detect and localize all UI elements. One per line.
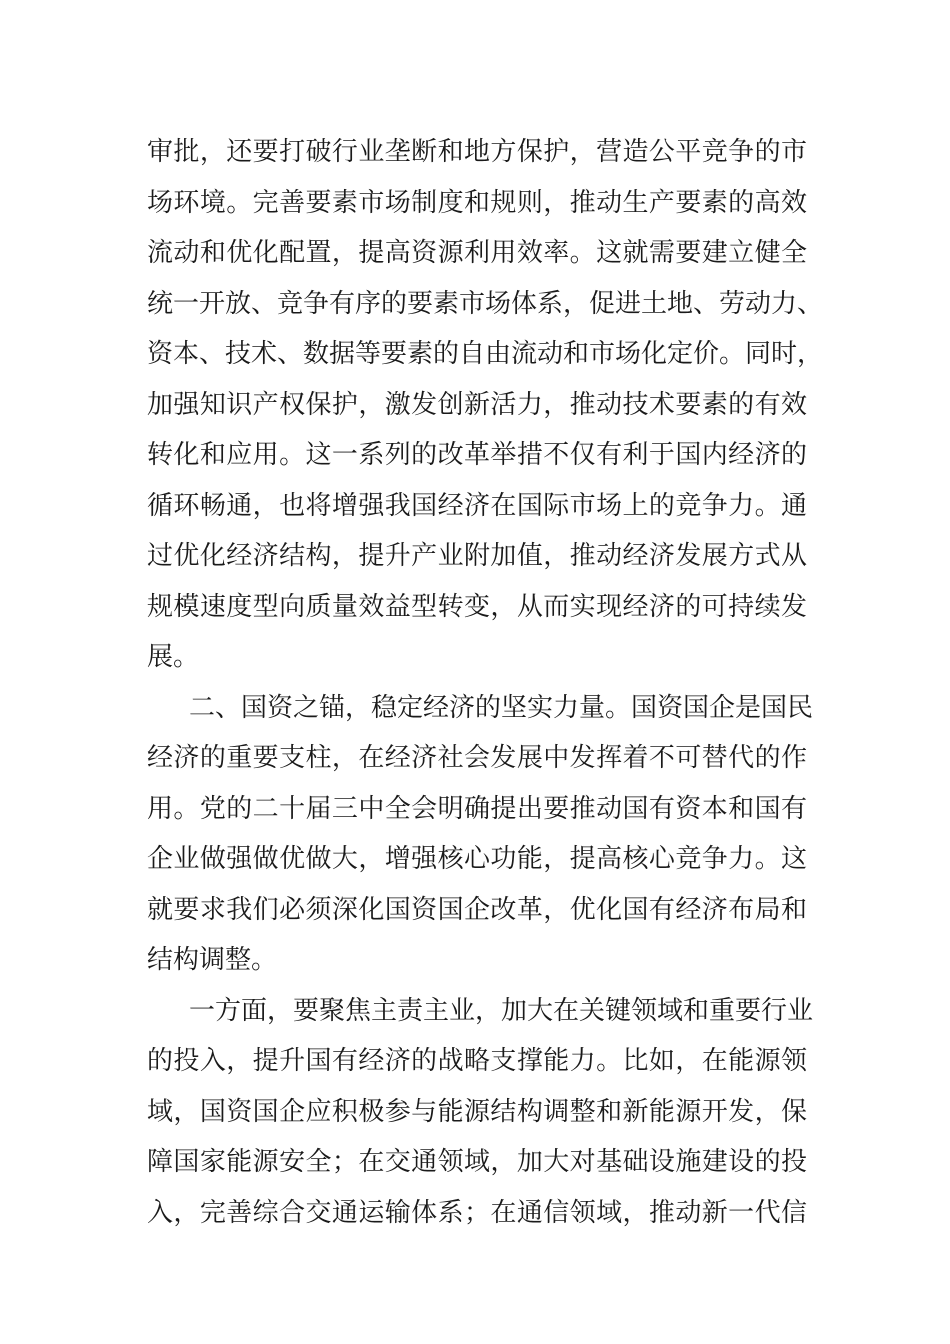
text-line: 一方面，要聚焦主责主业，加大在关键领域和重要行业 <box>189 995 814 1026</box>
text-line: 过优化经济结构，提升产业附加值，推动经济发展方式从 <box>147 541 807 571</box>
body-text <box>147 127 824 1238</box>
paragraph <box>147 127 824 683</box>
text-line: 加强知识产权保护，激发创新活力，推动技术要素的有效 <box>147 389 807 420</box>
text-line: 经济的重要支柱，在经济社会发展中发挥着不可替代的作 <box>147 743 807 773</box>
text-line: 结构调整。 <box>147 945 278 975</box>
text-line: 转化和应用。这一系列的改革举措不仅有利于国内经济的 <box>147 440 807 470</box>
paragraph <box>147 683 814 986</box>
text-line: 资本、技术、数据等要素的自由流动和市场化定价。同时， <box>147 339 824 369</box>
text-line: 就要求我们必须深化国资国企改革，优化国有经济布局和 <box>147 894 807 925</box>
text-line: 展。 <box>147 642 200 672</box>
text-line: 障国家能源安全；在交通领域，加大对基础设施建设的投 <box>147 1147 807 1177</box>
text-line: 统一开放、竞争有序的要素市场体系，促进土地、劳动力、 <box>147 288 824 319</box>
text-line: 审批，还要打破行业垄断和地方保护，营造公平竞争的市 <box>147 137 807 167</box>
text-line: 循环畅通，也将增强我国经济在国际市场上的竞争力。通 <box>147 490 807 521</box>
text-line: 用。党的二十届三中全会明确提出要推动国有资本和国有 <box>147 793 807 824</box>
text-line: 场环境。完善要素市场制度和规则，推动生产要素的高效 <box>147 187 807 218</box>
text-line: 流动和优化配置，提高资源利用效率。这就需要建立健全 <box>147 238 807 268</box>
text-line: 的投入，提升国有经济的战略支撑能力。比如，在能源领 <box>147 1046 807 1076</box>
paragraph <box>147 986 814 1239</box>
text-line: 规模速度型向质量效益型转变，从而实现经济的可持续发 <box>147 591 807 622</box>
text-line: 入，完善综合交通运输体系；在通信领域，推动新一代信 <box>147 1197 807 1228</box>
text-line: 二、国资之锚，稳定经济的坚实力量。国资国企是国民 <box>189 692 814 723</box>
text-line: 域，国资国企应积极参与能源结构调整和新能源开发，保 <box>147 1096 807 1127</box>
text-line: 企业做强做优做大，增强核心功能，提高核心竞争力。这 <box>147 844 807 874</box>
